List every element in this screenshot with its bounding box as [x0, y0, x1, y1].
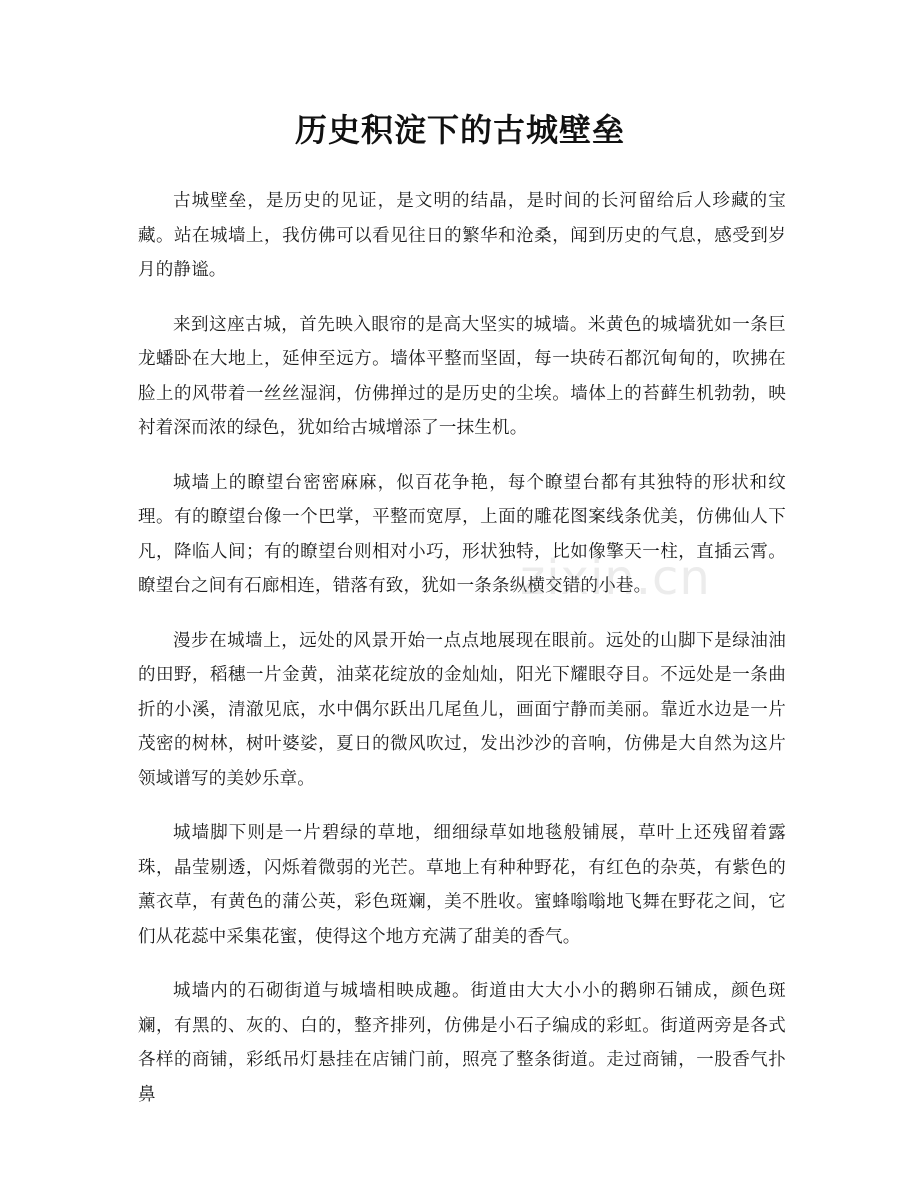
paragraph-5: 城墙脚下则是一片碧绿的草地，细细绿草如地毯般铺展，草叶上还残留着露珠，晶莹剔透，闪烁着微弱的光芒。草地上有种种野花，有红色的杂英，有紫色的薰衣草，有黄色的蒲公英，彩色斑斓，美不胜收。蜜蜂嗡嗡地飞舞在野花之间，它们从花蕊中采集花蜜，使得这个地方充满了甜美的香气。	[138, 823, 786, 947]
paragraph-3: 城墙上的瞭望台密密麻麻，似百花争艳，每个瞭望台都有其独特的形状和纹理。有的瞭望台像一个巴掌，平整而宽厚，上面的雕花图案线条优美，仿佛仙人下凡，降临人间；有的瞭望台则相对小巧，形状独特，比如像擎天一柱，直插云霄。瞭望台之间有石廊相连，错落有致，犹如一条条纵横交错的小巷。	[138, 472, 786, 596]
paragraph-4: 漫步在城墙上，远处的风景开始一点点地展现在眼前。远处的山脚下是绿油油的田野，稻穗一片金黄，油菜花绽放的金灿灿，阳光下耀眼夺目。不远处是一条曲折的小溪，清澈见底，水中偶尔跃出几尾鱼儿，画面宁静而美丽。靠近水边是一片茂密的树林，树叶婆娑，夏日的微风吹过，发出沙沙的音响，仿佛是大自然为这片领域谱写的美妙乐章。	[138, 630, 786, 789]
paragraph-1: 古城壁垒，是历史的见证，是文明的结晶，是时间的长河留给后人珍藏的宝藏。站在城墙上，我仿佛可以看见往日的繁华和沧桑，闻到历史的气息，感受到岁月的静谧。	[138, 191, 786, 280]
paragraph-6: 城墙内的石砌街道与城墙相映成趣。街道由大大小小的鹅卵石铺成，颜色斑斓，有黑的、灰的、白的，整齐排列，仿佛是小石子编成的彩虹。街道两旁是各式各样的商铺，彩纸吊灯悬挂在店铺门前，照亮了整条街道。走过商铺，一股香气扑鼻	[138, 981, 786, 1105]
document-title: 历史积淀下的古城壁垒	[294, 111, 625, 149]
document-body	[138, 184, 786, 1132]
paragraph-2: 来到这座古城，首先映入眼帘的是高大坚实的城墙。米黄色的城墙犹如一条巨龙蟠卧在大地上，延伸至远方。墙体平整而坚固，每一块砖石都沉甸甸的，吹拂在脸上的风带着一丝丝湿润，仿佛掸过的是历史的尘埃。墙体上的苔藓生机勃勃，映衬着深而浓的绿色，犹如给古城增添了一抹生机。	[138, 314, 786, 438]
watermark-text: zixin.cn	[520, 550, 711, 606]
